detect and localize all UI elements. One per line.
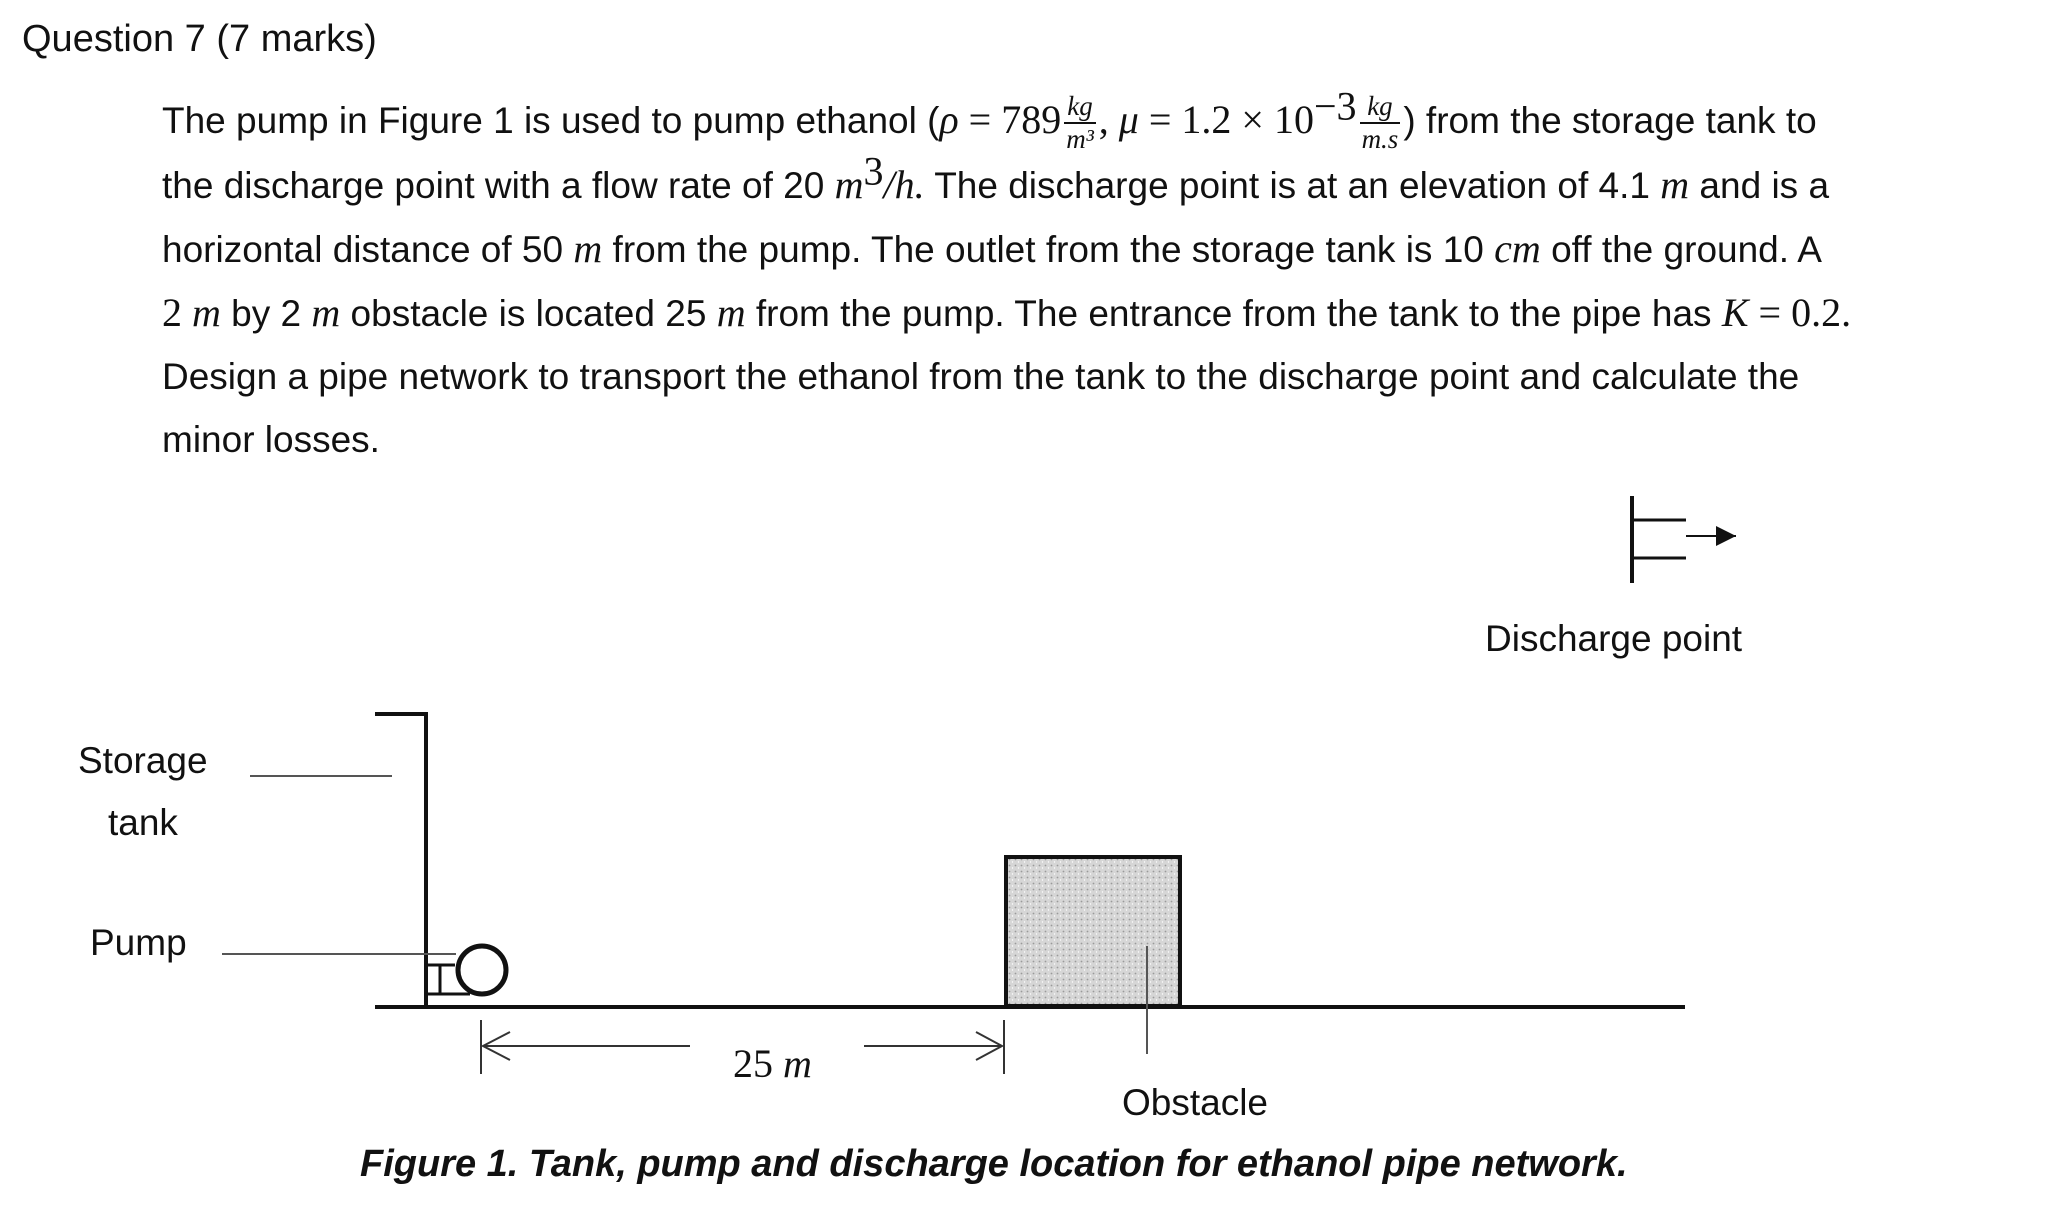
obstacle-block xyxy=(1006,857,1180,1054)
density-unit-fraction: $\frac{kg}{\text{m³}}$ xyxy=(1066,91,1094,155)
text-line-1: The pump in Figure 1 is used to pump ethanol (ρ = 789 $\frac{kg}{\text{m³}}$ , $\mu = 1.2 \times 10^{-3}$ $\frac{kg}{m.s}$ ) from the storage tank to xyxy=(162,83,1817,155)
figure-caption: Figure 1. Tank, pump and discharge location for ethanol pipe network. xyxy=(360,1143,1628,1185)
discharge-point-symbol xyxy=(1632,496,1736,583)
text-line-6: minor losses. xyxy=(162,419,380,461)
distance-label: 25 m xyxy=(733,1041,812,1086)
storage-tank xyxy=(375,714,426,1005)
obstacle-label: Obstacle xyxy=(1122,1082,1269,1123)
text-line-2: the discharge point with a flow rate of 20 $m^3/h$. The discharge point is at an elevation of 4.1 m and is a xyxy=(162,148,1830,208)
text-line-4: 2 m by 2 m obstacle is located 25 m from the pump. The entrance from the tank to the pipe has K = 0.2. xyxy=(162,290,1852,336)
text-line-5: Design a pipe network to transport the ethanol from the tank to the discharge point and calculate the xyxy=(162,356,1800,398)
pump-label: Pump xyxy=(90,922,187,963)
question-heading: Question 7 (7 marks) xyxy=(22,18,377,60)
text-line-3: horizontal distance of 50 m from the pump. The outlet from the storage tank is 10 cm off the ground. A xyxy=(162,226,1822,272)
discharge-point-label: Discharge point xyxy=(1485,618,1743,659)
viscosity-unit-fraction: $\frac{kg}{m.s}$ xyxy=(1361,91,1399,155)
storage-tank-label: Storage xyxy=(78,740,208,781)
storage-tank-label-2: tank xyxy=(108,802,178,843)
